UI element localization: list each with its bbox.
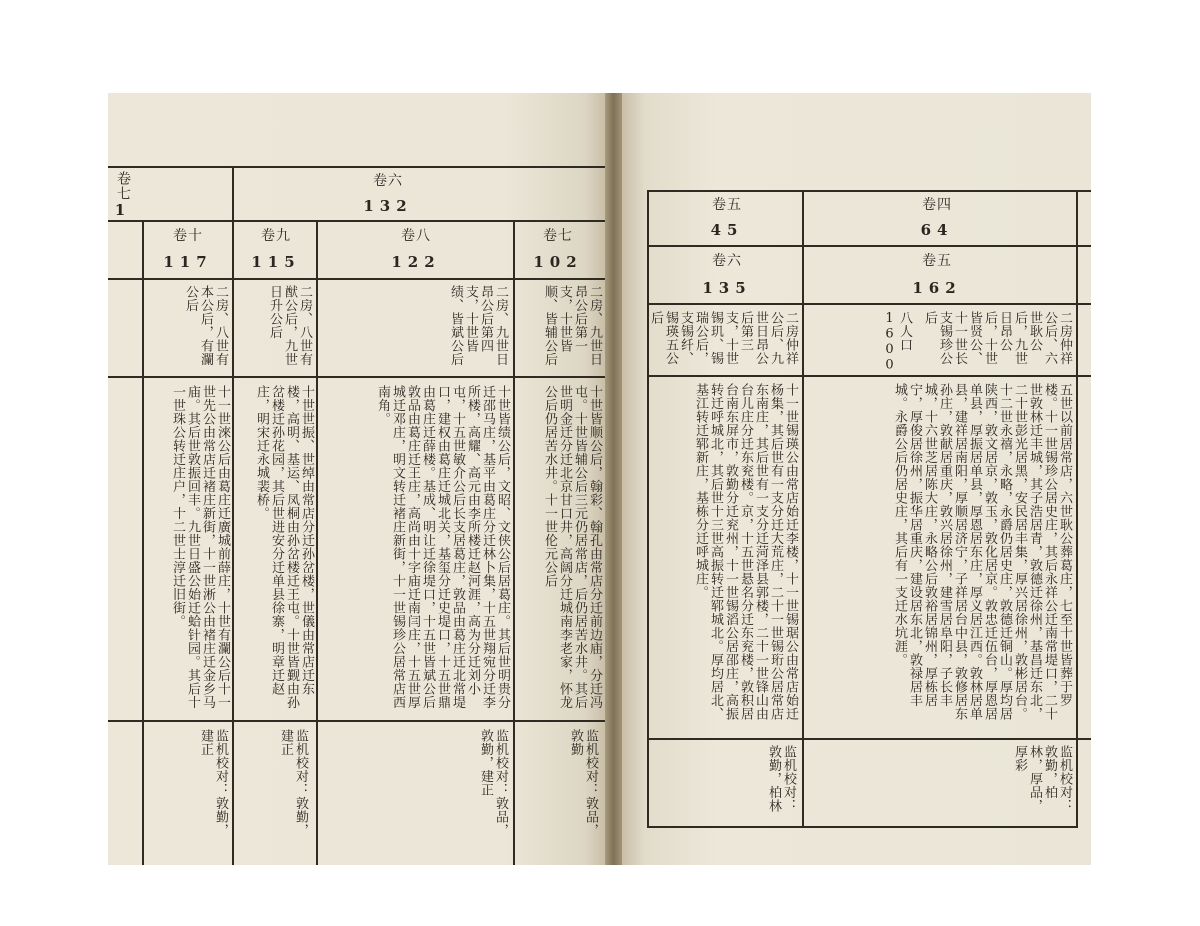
header-juan9-title: 卷九: [261, 228, 291, 244]
proofreader-juan8: 监机校对：敦品，敦勤，建正: [478, 729, 508, 837]
header-juan5b-count: 162: [912, 279, 962, 297]
branch-juan8: 二房、九世日昂公后第四支，十世皆绩、皆斌公后: [448, 285, 508, 366]
header-juan5b-title: 卷五: [922, 253, 952, 269]
header-juan7b-title: 卷七: [543, 228, 573, 244]
branch-juan9: 二房、八世有猷公后，九世日升公后: [267, 285, 312, 366]
header-juan8-title: 卷八: [401, 228, 431, 244]
header-juan5-title: 卷五: [712, 197, 742, 213]
header-juan7-count: 1: [114, 201, 132, 219]
header-juan9-count: 115: [251, 253, 301, 271]
migration-juan5b: 五世以前居常店，六世耿公葬葛庄，七至十世皆葬于罗楼。十一世锡珍公居史庄，其后永祥公迁南常堤口，二十世敦林迁丰城，其子浩居青，敦德迁徐州，基昌迁东北，二十世彭光居黑，安民居丰集，厚兴居徐州，敦彬居台。十二世永禧，永略，永爵仍居史庄，敦德迁铜山。厚均居陕西，敦文居京，敦玉，敦化居京。敦忠迁伍台，厚恩居单县，厚振居单县，厚恩居东庄，厚义居江西。敦林居单县，建祥居南阳，厚顺居济宁，子祥居台中县，敦修居东孙庄，敦献居重庆，敦兴居徐州，建雪居阜阳，子长丰城，十六世芝居陈大庄，永略公后敦裕居锦州，厚栋居宁，厚俊居徐州，振华居重庆，建设居东北，敦禄居丰城。永爵公后仍居史庄，其后有一支迁水坑涯。: [892, 383, 1072, 721]
header-juan6-title: 卷六: [373, 173, 403, 189]
right-genealogy-table: [622, 93, 1091, 865]
header-juan6-count: 132: [363, 197, 413, 215]
left-genealogy-table: [108, 93, 605, 865]
left-page: [108, 93, 605, 865]
header-juan7b-count: 102: [533, 253, 583, 271]
branch-juan10: 二房、八世有本公后，有瀾公后: [183, 285, 228, 366]
proofreader-juan10: 监机校对：敦勤，建正: [198, 729, 228, 837]
header-juan6b-title: 卷六: [712, 253, 742, 269]
migration-juan6b: 十一世锡瑛公由常店始迁李楼，十一世锡琚公由常店始迁杨集，其后世有一支分迁大荒庄，二十一世锡珩公居常店东南庄，其后世有一支分迁菏泽县郭楼，二十一世锋山由台儿庄分迁东兖楼。京，十五世悬名分迁东兖楼，敦积居台南东屏市，敦勤分迁兖州，十一世锡滔公居邵庄，高振转迁呼城北，其后世十三世高振转迁郓城北。厚均居北、基江转迁郓新庄，基栋分迁呼城庄。: [693, 383, 798, 721]
population-juan5b: 八人口 1600: [882, 311, 912, 373]
migration-juan8: 十世皆绩公后，文昭、文侠公后居葛庄。其后世明贵分迁邵马庄，基平由葛庄分迁林卜集，十五世翔宛分迁李所楼，高耀、高元由李所楼迁赵河涯，高为分迁刘小屯，十五世敏介公后长支居葛庄，敦品由葛庄迁北常堤口，建权由葛庄迁城北关，基玺分迁史堤口，十五世鼎由葛庄迁薛楼。基成、明让迁徐堤口，十五世皆斌公后敦品由葛庄迁王庄，高尚由十字庙迁南闫庄，十五世厚城迁邓庄，明文转迁褚庄新街，十一世锡珍公居常店西南角。: [375, 385, 510, 709]
right-page: [622, 93, 1091, 865]
book-gutter: [605, 93, 622, 865]
header-juan7-title: 卷七: [115, 171, 132, 201]
proofreader-juan6b: 监机校对：敦勤，柏林: [766, 745, 796, 813]
header-juan10-title: 卷十: [173, 228, 203, 244]
header-juan5-count: 45: [710, 221, 744, 239]
scanned-book-photo: [108, 93, 1091, 865]
branch-juan5b: 二房仲祥公后、六世耿公后，九世日昂公后，十世皆贤公、十一世长支锡珍公后: [922, 311, 1072, 365]
migration-juan7b: 十世皆顺公后，翰彩、翰孔由常店分迁前边庙，分迁冯屯。十世皆辅公后三元仍居常店，后仍居苦水井。其后世明金迁分迁北京甘口井，高阔分迁城南李老家，怀龙公后仍居苦水井。十一世伦元公后: [542, 385, 602, 709]
proofreader-juan7b: 监机校对：敦品，敦勤: [568, 729, 598, 837]
header-juan6b-count: 135: [702, 279, 752, 297]
migration-juan9: 十世世振、世绰由常店分迁孙岔楼，世儀由常店迁东楼，高明、基运、凤桐由孙岔楼迁王屯。十世皆觐由孙岔楼迁孙花园，其后世进安分迁单县徐寨，明章迁赵庄，明宋迁永城裴桥。: [254, 385, 314, 709]
proofreader-juan9: 监机校对：敦勤，建正: [278, 729, 308, 837]
proofreader-juan5b: 监机校对：敦勤，柏林，厚品，厚彩: [1012, 745, 1072, 813]
migration-juan10: 十一世淶公后由葛庄迁廣城前薛庄，十世有瀾公后十一世先公由常店迁褚庄新街，十一世淅公由褚庄迁金乡马庙。其后世敦振回丰。九世日盛公始迁蛤针园。其后十一世珠公转迁庄户，十二世士淳迁旧街。: [170, 385, 230, 709]
branch-juan6b: 二房仲祥公后、九世日昂公后第三支，十世锡玑、锡瑞公后，支锡纤、锡瑛五公后: [648, 311, 798, 365]
header-juan4-title: 卷四: [922, 197, 952, 213]
header-juan4-count: 64: [920, 221, 954, 239]
header-juan8-count: 122: [391, 253, 441, 271]
header-juan10-count: 117: [163, 253, 213, 271]
branch-juan7b: 二房、九世日昂公后第一支，十世皆顺、皆辅公后: [542, 285, 602, 366]
